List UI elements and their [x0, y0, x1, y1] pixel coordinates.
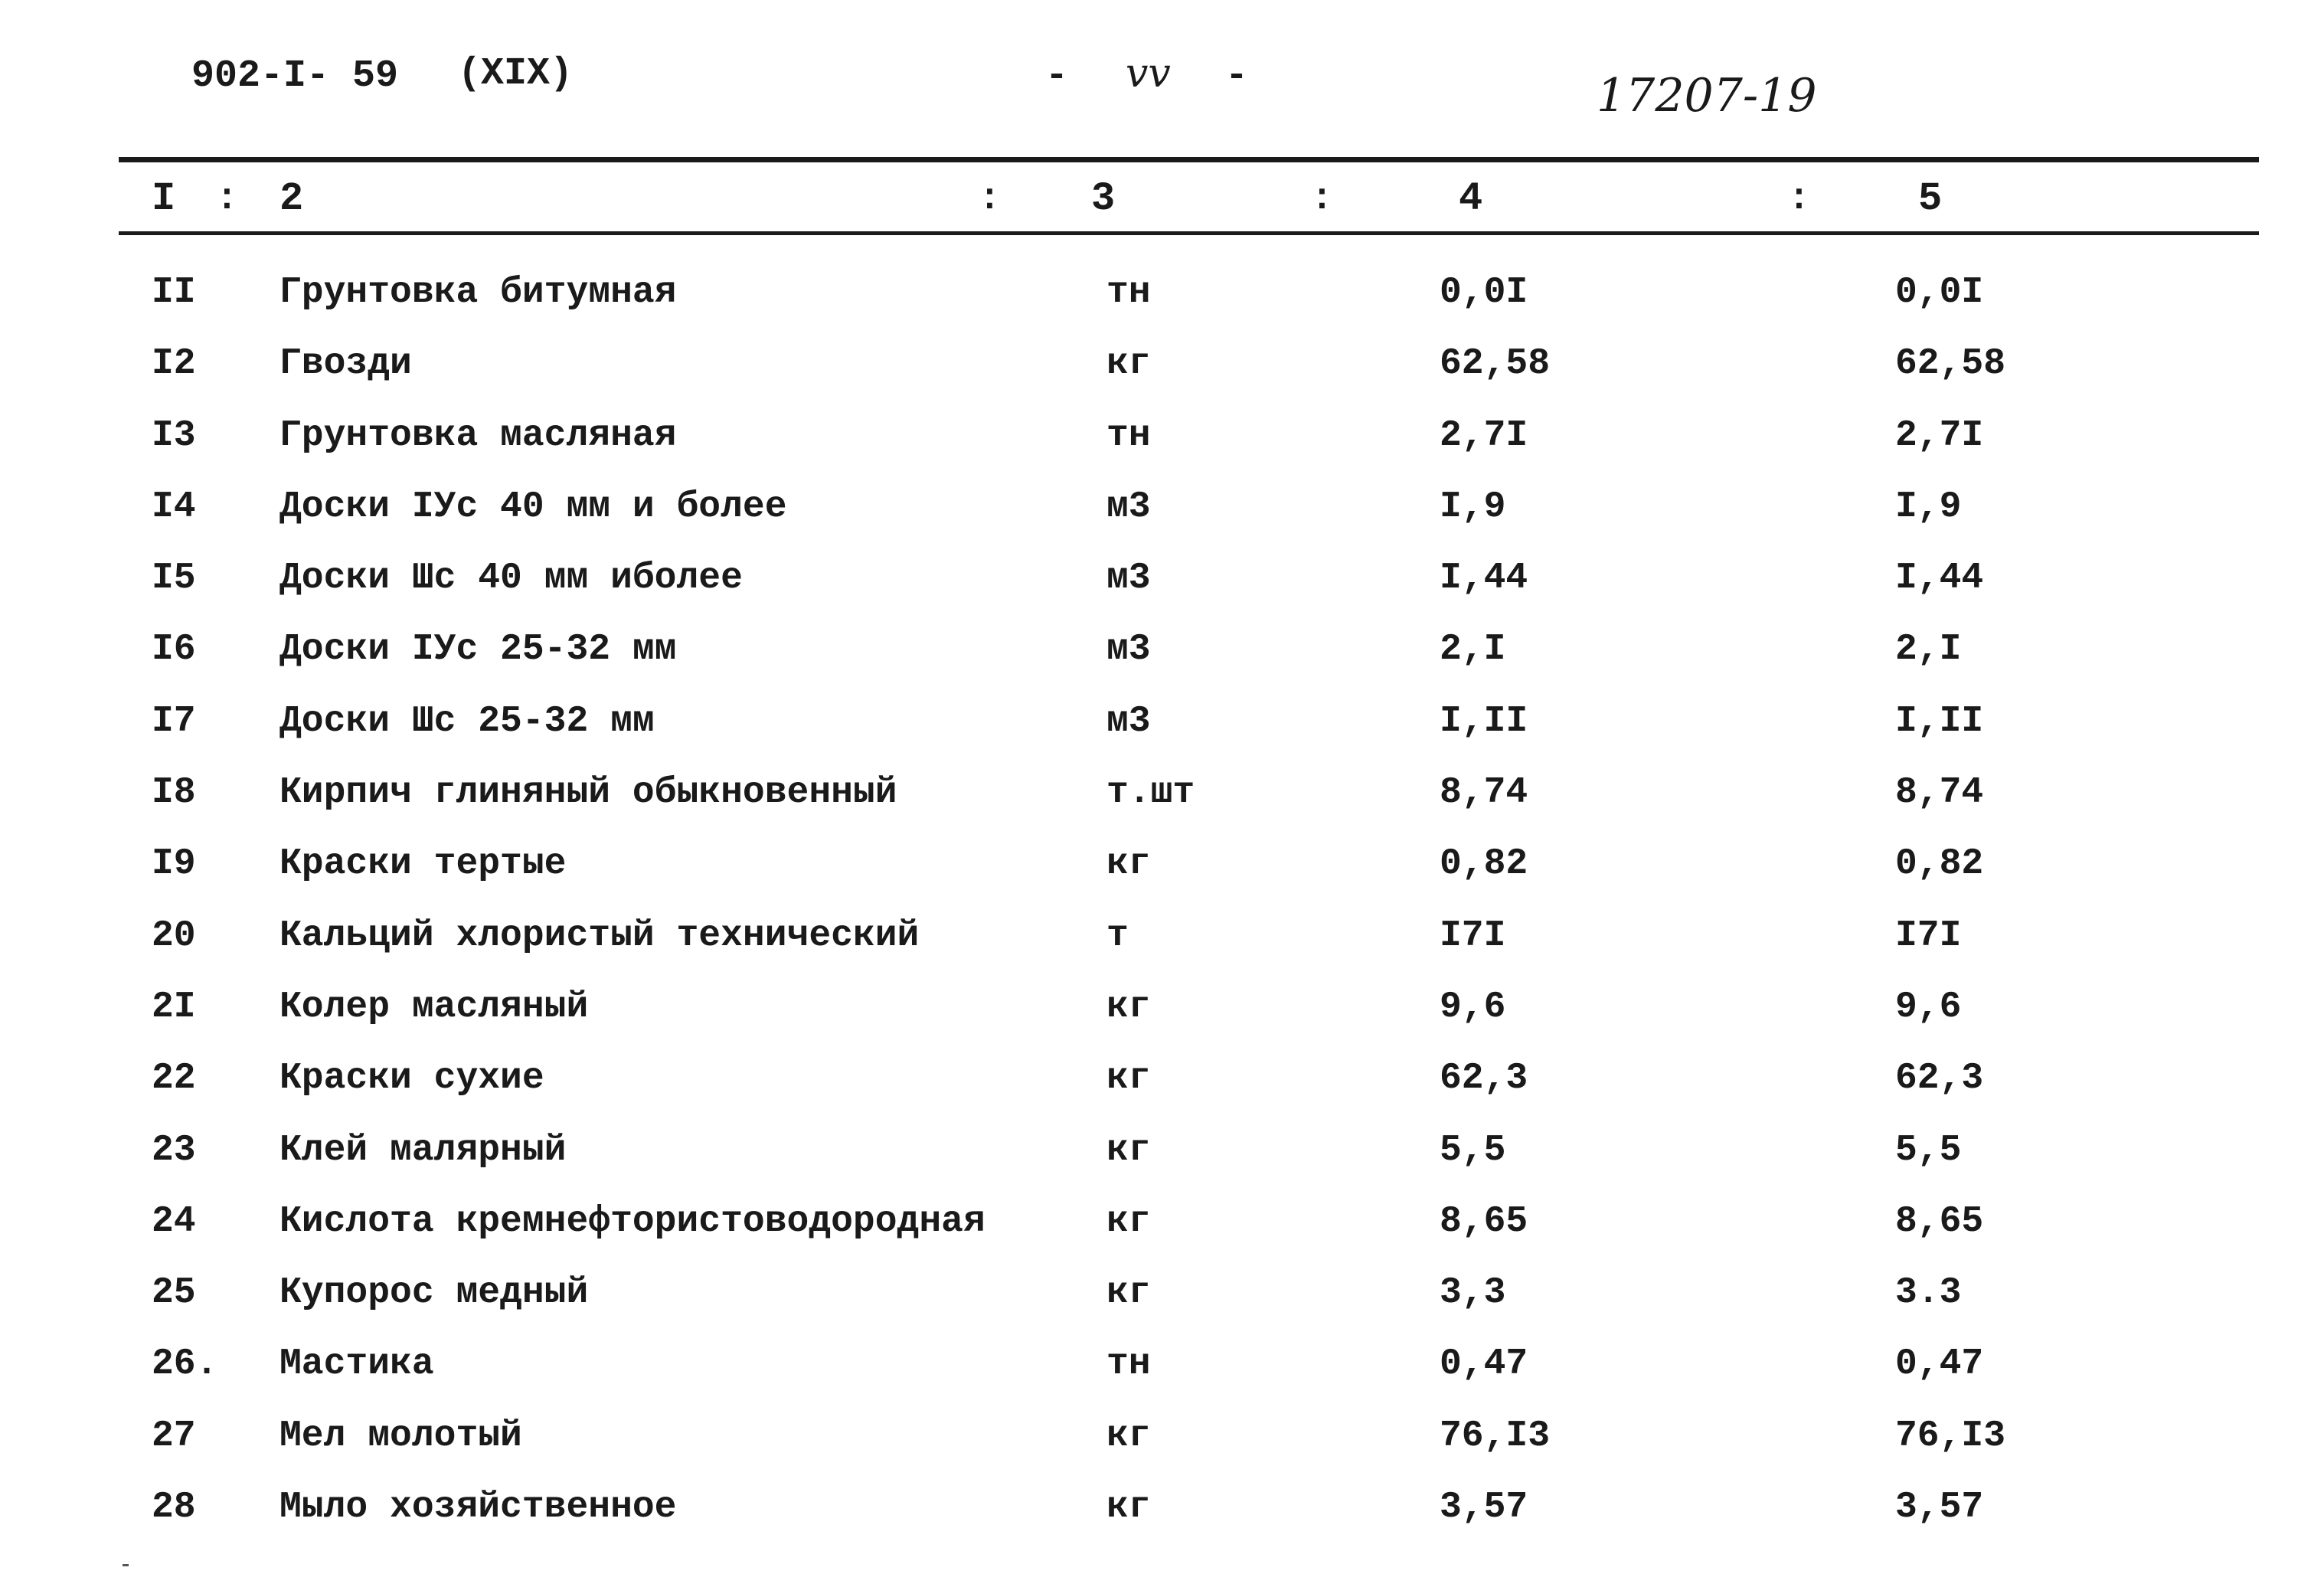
quantity-col4: 2,I	[1440, 629, 1506, 671]
material-name: Грунтовка масляная	[279, 414, 677, 456]
quantity-col4: 5,5	[1440, 1129, 1506, 1171]
row-number: I9	[152, 843, 196, 885]
material-name: Краски сухие	[279, 1058, 544, 1100]
table-row	[0, 1055, 2324, 1127]
document-code: 902-I- 59	[191, 54, 399, 98]
quantity-col5: 8,74	[1895, 772, 1984, 814]
table-top-rule	[119, 157, 2259, 162]
document-series: (XIX)	[458, 52, 574, 96]
table-row	[0, 1127, 2324, 1199]
page-number: vv	[1126, 51, 1171, 97]
row-number: 26.	[152, 1343, 218, 1386]
material-name: Доски IУс 40 мм и более	[279, 486, 787, 528]
unit: кг	[1106, 1415, 1151, 1457]
material-name: Доски Шс 25-32 мм	[279, 700, 655, 742]
column-header-2: 2	[279, 176, 304, 221]
row-number: 23	[152, 1129, 196, 1171]
material-name: Доски Шс 40 мм иболее	[279, 558, 743, 600]
quantity-col5: 3.3	[1895, 1272, 1962, 1314]
quantity-col4: I,44	[1440, 558, 1528, 600]
quantity-col5: I,9	[1895, 486, 1962, 528]
quantity-col4: 62,3	[1440, 1058, 1528, 1100]
row-number: I2	[152, 343, 196, 385]
column-header-4: 4	[1459, 176, 1483, 221]
material-name: Кислота кремнефтористоводородная	[279, 1200, 985, 1242]
table-row	[0, 555, 2324, 627]
row-number: 22	[152, 1058, 196, 1100]
quantity-col4: 76,I3	[1440, 1415, 1551, 1457]
quantity-col4: 8,74	[1440, 772, 1528, 814]
quantity-col4: 8,65	[1440, 1200, 1528, 1242]
material-name: Клей малярный	[279, 1129, 567, 1171]
quantity-col4: 9,6	[1440, 986, 1506, 1028]
row-number: I4	[152, 486, 196, 528]
unit: кг	[1106, 1200, 1151, 1242]
table-row	[0, 1484, 2324, 1556]
row-number: 25	[152, 1272, 196, 1314]
column-separator: :	[1311, 178, 1333, 220]
table-body	[0, 270, 2324, 1556]
column-separator: :	[1788, 178, 1810, 220]
table-row	[0, 770, 2324, 841]
row-number: I7	[152, 700, 196, 742]
material-name: Колер масляный	[279, 986, 589, 1028]
unit: кг	[1106, 1058, 1151, 1100]
quantity-col5: 2,7I	[1895, 414, 1984, 456]
column-header-5: 5	[1918, 176, 1943, 221]
quantity-col4: 3,3	[1440, 1272, 1506, 1314]
quantity-col4: I7I	[1440, 915, 1506, 957]
table-row	[0, 270, 2324, 341]
quantity-col4: 0,47	[1440, 1343, 1528, 1386]
table-row	[0, 984, 2324, 1055]
material-name: Краски тертые	[279, 843, 567, 885]
quantity-col4: 3,57	[1440, 1487, 1528, 1529]
unit: м3	[1106, 558, 1151, 600]
unit: кг	[1106, 986, 1151, 1028]
row-number: I5	[152, 558, 196, 600]
material-name: Мыло хозяйственное	[279, 1487, 677, 1529]
row-number: I6	[152, 629, 196, 671]
quantity-col4: I,9	[1440, 486, 1506, 528]
material-name: Кальций хлористый технический	[279, 915, 920, 957]
table-row	[0, 1413, 2324, 1484]
unit: м3	[1106, 486, 1151, 528]
quantity-col5: 9,6	[1895, 986, 1962, 1028]
unit: кг	[1106, 843, 1151, 885]
column-header-3: 3	[1091, 176, 1116, 221]
quantity-col5: 0,47	[1895, 1343, 1984, 1386]
unit: кг	[1106, 343, 1151, 385]
quantity-col4: 0,0I	[1440, 272, 1528, 313]
table-row	[0, 341, 2324, 412]
unit: кг	[1106, 1272, 1151, 1314]
material-name: Мел молотый	[279, 1415, 522, 1457]
unit: тн	[1106, 414, 1151, 456]
quantity-col5: 8,65	[1895, 1200, 1984, 1242]
quantity-col5: 0,0I	[1895, 272, 1984, 313]
table-header-rule	[119, 231, 2259, 235]
quantity-col4: 2,7I	[1440, 414, 1528, 456]
page-dash-right: -	[1225, 54, 1249, 98]
quantity-col5: I7I	[1895, 915, 1962, 957]
quantity-col5: 62,58	[1895, 343, 2006, 385]
row-number: 27	[152, 1415, 196, 1457]
column-separator: :	[216, 178, 238, 220]
unit: тн	[1106, 1343, 1151, 1386]
unit: м3	[1106, 629, 1151, 671]
quantity-col4: 0,82	[1440, 843, 1528, 885]
unit: т.шт	[1106, 772, 1195, 814]
unit: кг	[1106, 1129, 1151, 1171]
unit: т	[1106, 915, 1129, 957]
quantity-col5: 2,I	[1895, 629, 1962, 671]
material-name: Доски IУс 25-32 мм	[279, 629, 677, 671]
quantity-col4: I,II	[1440, 700, 1528, 742]
quantity-col4: 62,58	[1440, 343, 1551, 385]
table-row	[0, 413, 2324, 484]
table-row	[0, 913, 2324, 984]
handwritten-document-number: 17207-19	[1597, 69, 1817, 123]
table-row	[0, 1341, 2324, 1412]
quantity-col5: 62,3	[1895, 1058, 1984, 1100]
row-number: I3	[152, 414, 196, 456]
material-name: Гвозди	[279, 343, 412, 385]
row-number: 20	[152, 915, 196, 957]
quantity-col5: 3,57	[1895, 1487, 1984, 1529]
unit: кг	[1106, 1487, 1151, 1529]
table-row	[0, 699, 2324, 770]
quantity-col5: 5,5	[1895, 1129, 1962, 1171]
row-number: II	[152, 272, 196, 313]
table-row	[0, 1199, 2324, 1270]
quantity-col5: I,44	[1895, 558, 1984, 600]
table-row	[0, 484, 2324, 555]
page-dash-left: -	[1045, 54, 1069, 98]
column-header-1: I	[152, 176, 176, 221]
table-row	[0, 841, 2324, 912]
row-number: I8	[152, 772, 196, 814]
row-number: 28	[152, 1487, 196, 1529]
scan-speck	[123, 1564, 129, 1566]
quantity-col5: 0,82	[1895, 843, 1984, 885]
material-name: Кирпич глиняный обыкновенный	[279, 772, 897, 814]
unit: м3	[1106, 700, 1151, 742]
column-separator: :	[979, 178, 1001, 220]
quantity-col5: 76,I3	[1895, 1415, 2006, 1457]
table-row	[0, 1270, 2324, 1341]
row-number: 2I	[152, 986, 196, 1028]
row-number: 24	[152, 1200, 196, 1242]
quantity-col5: I,II	[1895, 700, 1984, 742]
table-row	[0, 627, 2324, 698]
material-name: Грунтовка битумная	[279, 272, 677, 313]
material-name: Купорос медный	[279, 1272, 589, 1314]
unit: тн	[1106, 272, 1151, 313]
material-name: Мастика	[279, 1343, 434, 1386]
